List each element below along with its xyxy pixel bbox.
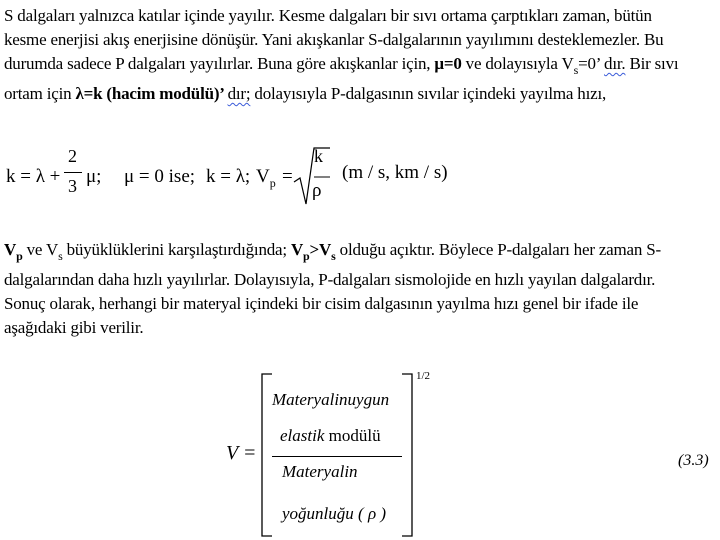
lambda-bold: λ bbox=[75, 84, 84, 103]
right-bracket bbox=[400, 372, 416, 538]
eq-vp: $V_p$ bbox=[256, 166, 276, 190]
exponent: 1/2 bbox=[416, 370, 431, 382]
text-line: ortam için λ=k (hacim modülü)’ dır; dolayısıyla P-dalgasının sıvılar içindeki yayılma hızı, bbox=[4, 84, 607, 103]
eq-v-equals: V = bbox=[226, 442, 257, 464]
paragraph-comparison bbox=[4, 238, 716, 340]
text-line: Sonuç olarak, herhangi bir materyal içindeki bir cisim dalgasının yayılma hızı genel bir ifade ile bbox=[4, 294, 639, 313]
numerator-line2: elastik modülü bbox=[280, 426, 381, 445]
eq-k-lambda-plus: k = λ + bbox=[6, 166, 61, 187]
text-line: durumda sadece P dalgaları yayılırlar. Buna göre akışkanlar için, μ=0 ve dolayısıyla $V_s=0$’ dır. Bir sıvı bbox=[4, 54, 679, 77]
text-line: aşağıdaki gibi verilir. bbox=[4, 318, 144, 337]
fraction-bar bbox=[272, 456, 402, 457]
mu-zero-bold: μ=0 bbox=[434, 54, 462, 73]
eq-units: (m / s, km / s) bbox=[342, 162, 448, 183]
spellcheck-underline: dır; bbox=[227, 84, 251, 103]
sqrt-numerator: k bbox=[314, 146, 323, 166]
eq-equals: = bbox=[282, 166, 293, 187]
fraction-denominator: 3 bbox=[68, 176, 77, 196]
text-line: dalgalarından daha hızlı yayılırlar. Dolayısıyla, P-dalgaları sismolojide en hızlı yayılan dalgalardır. bbox=[4, 270, 656, 289]
equation-3-3 bbox=[0, 368, 720, 540]
paragraph-s-waves bbox=[4, 4, 716, 106]
text-line: kesme enerjisi akış enerjisine dönüşür. Yani akışkanlar S-dalgalarının yayılımını desteklemezler. Bu bbox=[4, 30, 664, 49]
spellcheck-underline: dır. bbox=[604, 54, 626, 73]
eq-mu-zero: μ = 0 ise; bbox=[124, 166, 196, 187]
numerator-line1: Materyalinuygun bbox=[272, 390, 390, 409]
text-line: $V_p$ ve $V_s$ büyüklüklerini karşılaştırdığında; $V_p>V_s$ olduğu açıktır. Böylece P-dalgaları her zaman S- bbox=[4, 240, 661, 263]
text-line: S dalgaları yalnızca katılar içinde yayılır. Kesme dalgaları bir sıvı ortama çarptıkları zaman, bütün bbox=[4, 6, 652, 25]
equation-number: (3.3) bbox=[678, 452, 709, 469]
fraction-numerator: 2 bbox=[68, 146, 77, 166]
fraction-bar bbox=[64, 172, 82, 173]
denominator-line1: Materyalin bbox=[282, 462, 358, 481]
eq-k-equals-lambda: k = λ; bbox=[206, 166, 251, 187]
sqrt-denominator: ρ bbox=[312, 180, 322, 201]
denominator-line2: yoğunluğu ( ρ ) bbox=[282, 504, 387, 523]
equation-vp-fluid bbox=[6, 146, 466, 210]
eq-mu: μ; bbox=[86, 166, 102, 187]
